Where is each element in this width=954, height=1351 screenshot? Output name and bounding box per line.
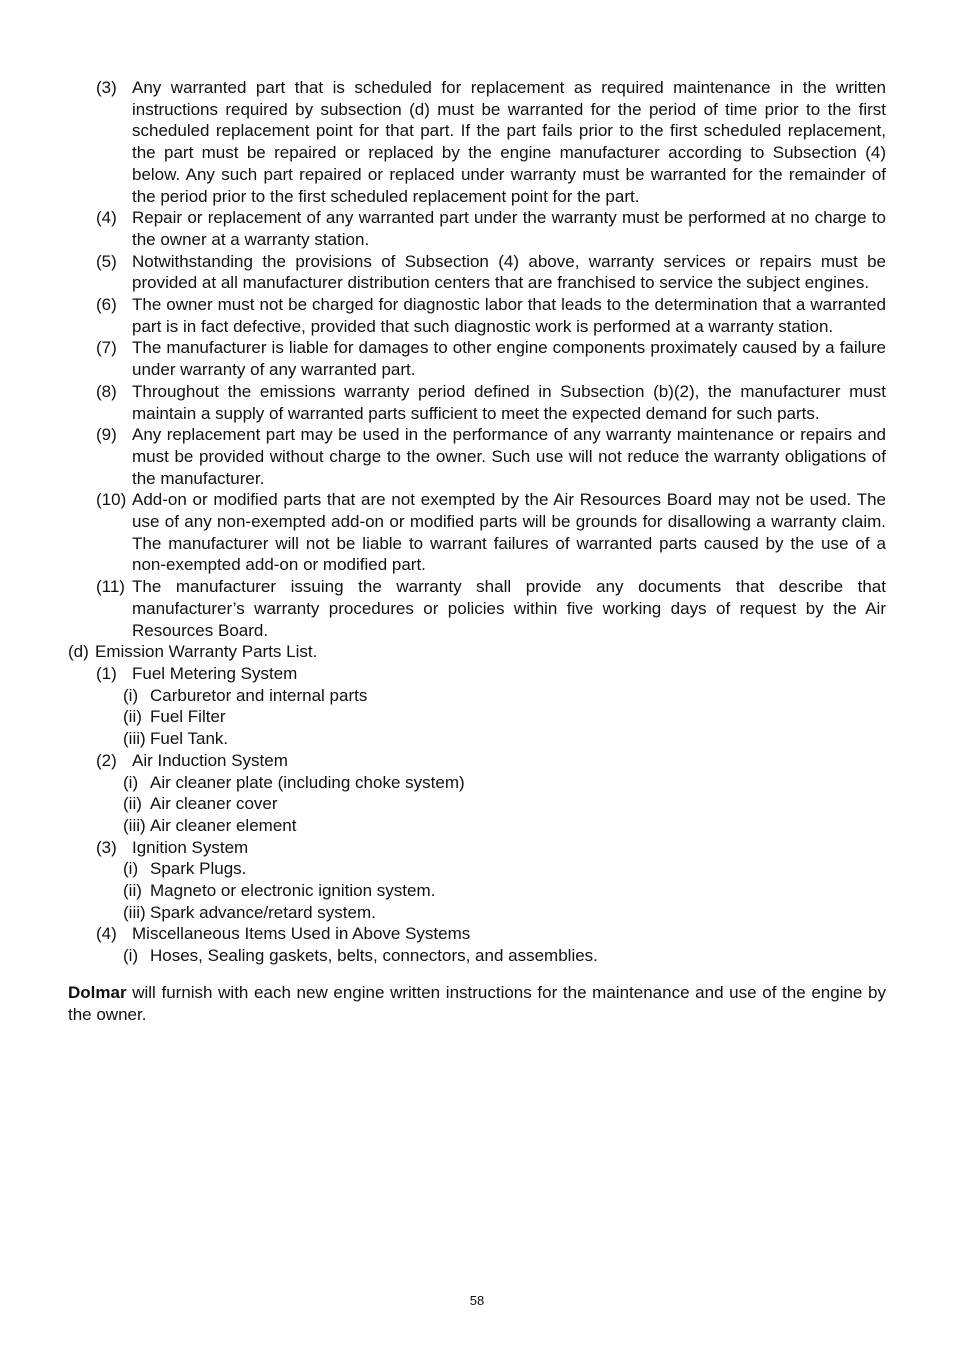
item-text: Notwithstanding the provisions of Subsection (4) above, warranty services or repairs must be provided at all manufacturer distribution centers that are franchised to service the subject engines. <box>132 251 886 293</box>
closing-paragraph <box>68 982 886 1025</box>
part-number: (i) <box>123 859 139 879</box>
item-number: (10) <box>96 490 127 510</box>
group-title: Ignition System <box>132 837 249 857</box>
item-number: (5) <box>96 251 117 271</box>
part-text: Hoses, Sealing gaskets, belts, connectors, and assemblies. <box>150 946 598 966</box>
part-text: Magneto or electronic ignition system. <box>150 881 436 901</box>
group-number: (2) <box>96 750 117 770</box>
part-item <box>68 793 886 815</box>
part-number: (iii) <box>123 815 146 835</box>
group-number: (1) <box>96 663 117 683</box>
item-number: (8) <box>96 381 117 401</box>
part-item <box>68 880 886 902</box>
part-item <box>68 728 886 750</box>
part-text: Spark advance/retard system. <box>150 902 376 922</box>
part-number: (ii) <box>123 881 142 901</box>
section-number: (d) <box>68 642 89 662</box>
part-item <box>68 815 886 837</box>
item-number: (7) <box>96 338 117 358</box>
parts-group-heading <box>68 837 886 859</box>
group-number: (4) <box>96 924 117 944</box>
item-text: Any warranted part that is scheduled for replacement as required maintenance in the written instructions required by subsection (d) must be warranted for the period of time prior to the first scheduled replacement point for that part. If the part fails prior to the first scheduled replacement, the part must be repaired or replaced by the engine manufacturer according to Subsection (4) below. Any such part repaired or replaced under warranty must be warranted for the remainder of the period prior to the first scheduled replacement point for the part. <box>132 78 886 206</box>
group-title: Fuel Metering System <box>132 663 298 683</box>
item-text: Any replacement part may be used in the performance of any warranty maintenance or repairs and must be provided without charge to the owner. Such use will not reduce the warranty obligations of the manufacturer. <box>132 425 886 488</box>
warranty-item <box>68 77 886 207</box>
page-content <box>68 77 886 1025</box>
part-number: (i) <box>123 772 139 792</box>
item-text: The manufacturer is liable for damages to other engine components proximately caused by a failure under warranty of any warranted part. <box>132 338 886 380</box>
part-number: (ii) <box>123 794 142 814</box>
page-number: 58 <box>469 1293 485 1308</box>
item-number: (9) <box>96 425 117 445</box>
group-title: Air Induction System <box>132 750 288 770</box>
brand-name: Dolmar <box>68 982 127 1002</box>
closing-text: will furnish with each new engine written instructions for the maintenance and use of the engine by the owner. <box>68 982 886 1024</box>
part-text: Air cleaner element <box>150 815 297 835</box>
part-text: Fuel Tank. <box>150 729 229 749</box>
item-text: The manufacturer issuing the warranty shall provide any documents that describe that manufacturer’s warranty procedures or policies within five working days of request by the Air Resources Board. <box>132 577 886 640</box>
part-text: Spark Plugs. <box>150 859 247 879</box>
warranty-item <box>68 576 886 641</box>
part-item <box>68 902 886 924</box>
parts-group-heading <box>68 923 886 945</box>
part-number: (i) <box>123 685 139 705</box>
item-number: (11) <box>96 577 125 597</box>
item-text: The owner must not be charged for diagnostic labor that leads to the determination that a warranted part is in fact defective, provided that such diagnostic work is performed at a warranty station. <box>132 295 886 336</box>
item-text: Add-on or modified parts that are not exempted by the Air Resources Board may not be used. The use of any non-exempted add-on or modified parts will be grounds for disallowing a warranty claim. The manufacturer will not be liable to warrant failures of warranted parts caused by the use of a non-exempted add-on or modified part. <box>132 490 886 575</box>
warranty-item <box>68 337 886 380</box>
warranty-item <box>68 294 886 337</box>
part-number: (iii) <box>123 902 146 922</box>
parts-group-heading <box>68 750 886 772</box>
item-number: (3) <box>96 78 117 97</box>
parts-group-heading <box>68 663 886 685</box>
part-number: (iii) <box>123 729 146 749</box>
part-text: Air cleaner plate (including choke system) <box>150 772 465 792</box>
part-item <box>68 706 886 728</box>
group-title: Miscellaneous Items Used in Above Systems <box>132 924 471 944</box>
part-text: Air cleaner cover <box>150 794 278 814</box>
part-number: (i) <box>123 946 139 966</box>
item-text: Repair or replacement of any warranted part under the warranty must be performed at no charge to the owner at a warranty station. <box>132 208 886 249</box>
section-title: Emission Warranty Parts List. <box>95 642 318 662</box>
part-item <box>68 858 886 880</box>
part-item <box>68 772 886 794</box>
item-number: (4) <box>96 208 117 228</box>
part-text: Carburetor and internal parts <box>150 685 368 705</box>
part-item <box>68 685 886 707</box>
item-text: Throughout the emissions warranty period defined in Subsection (b)(2), the manufacturer must maintain a supply of warranted parts sufficient to meet the expected demand for such parts. <box>132 381 886 423</box>
item-number: (6) <box>96 295 117 315</box>
group-number: (3) <box>96 837 117 857</box>
part-text: Fuel Filter <box>150 707 226 727</box>
warranty-item <box>68 381 886 424</box>
warranty-item <box>68 489 886 576</box>
warranty-item <box>68 251 886 294</box>
warranty-item <box>68 207 886 250</box>
part-item <box>68 945 886 967</box>
warranty-item <box>68 424 886 489</box>
part-number: (ii) <box>123 707 142 727</box>
section-d-heading <box>68 641 886 663</box>
